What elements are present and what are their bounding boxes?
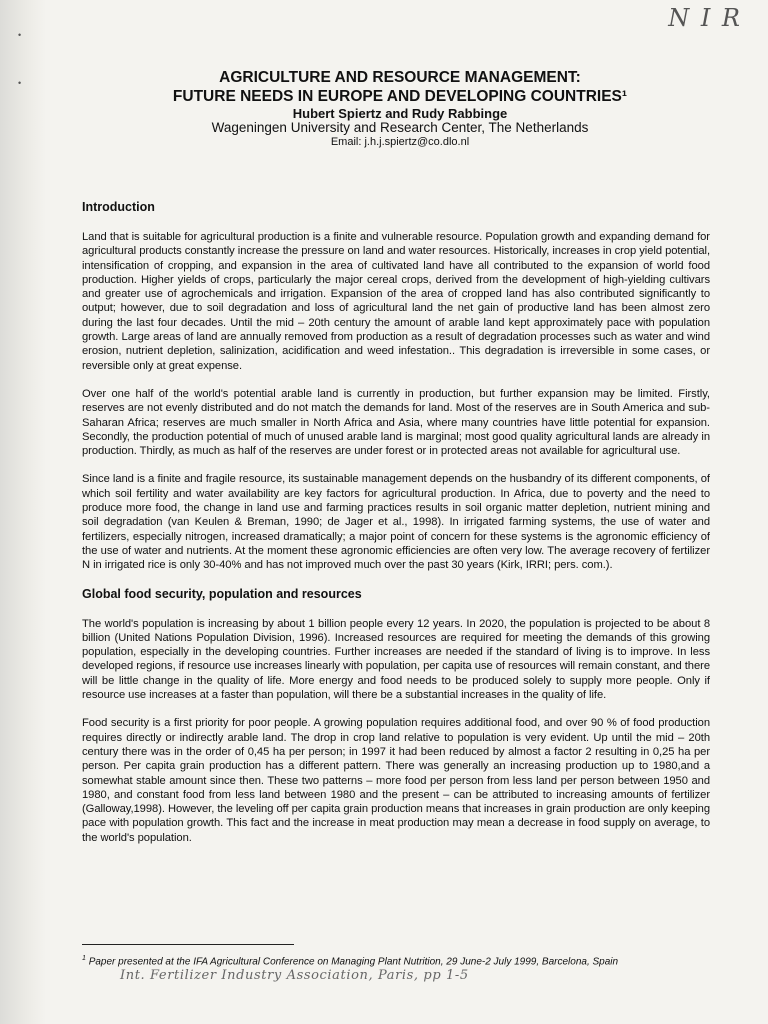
paragraph-intro-1: Land that is suitable for agricultural production is a finite and vulnerable resource. Population growth and expanding demand for agricultural products constantly increase the pressure on land and water resources. Historically, increases in crop yield potential, intensification of cropping, and expansion in the area of cultivated land have all contributed to the expansion of world food production. Higher yields of crops, particularly the major cereal crops, derived from the development of high-yielding cultivars and greater use of agrochemicals and irrigation. Expansion of the area of cropped land has also contributed significantly to output; however, due to soil degradation and loss of agricultural land the net gain of productive land has been almost zero during the last four decades. Until the mid – 20th century the amount of arable land kept approximately pace with population growth. Large areas of land are annually removed from production as a result of degradation processes such as water and wind erosion, nutrient depletion, salinization, acidification and weed infestation.. This degradation is irreversible in some cases, or reversible only at great expense.	[82, 231, 710, 372]
paragraph-food-security-2: Food security is a first priority for poor people. A growing population requires additional food, and over 90 % of food production requires directly or indirectly arable land. The drop in crop land relative to population is very evident. Up until the mid – 20th century there was in the order of 0,45 ha per person; in 1997 it had been reduced by almost a factor 2 resulting in 0,25 ha per person. Per capita grain production has a different pattern. There was generally an increasing production up to 1980,and a somewhat stable amount since then. These two patterns – more food per person from less land per person between 1950 and 1980, and constant food from less land between 1980 and the present – can be attributed to increasing amounts of fertilizer (Galloway,1998). However, the leveling off per capita grain production means that increases in grain production are only keeping pace with population growth. This fact and the increase in meat production may mean a decrease in food supply on average, to the world's population.	[82, 717, 710, 844]
section-heading-food-security: Global food security, population and resources	[82, 586, 362, 601]
section-heading-introduction: Introduction	[82, 200, 155, 214]
paper-email: Email: j.h.j.spiertz@co.dlo.nl	[330, 136, 470, 148]
paper-header	[60, 68, 740, 149]
paper-body	[82, 200, 710, 845]
scan-mark: •	[18, 78, 22, 88]
handwritten-annotation-bottom: Int. Fertilizer Industry Association, Paris, pp 1-5	[120, 968, 469, 983]
paragraph-food-security-1: The world's population is increasing by about 1 billion people every 12 years. In 2020, the population is projected to be about 8 billion (United Nations Population Division, 1996). Increased resources are required for meeting the demands of this growing population, especially in the developing countries. Further increases are needed if the standard of living is to improve. In less developed regions, if resource use increases linearly with population, per capita use of resources will remain constant, and there will be little change in the quality of life. More energy and food needs to be produced solely to supply more people. Only if resource use increases at a faster than population, will there be a substantial increases in the quality of life.	[82, 617, 710, 702]
handwritten-annotation-top: N I R	[668, 4, 742, 32]
footnote-divider	[82, 944, 294, 945]
scan-shadow-edge	[0, 0, 46, 1024]
paper-title-line-2: FUTURE NEEDS IN EUROPE AND DEVELOPING COUNTRIES¹	[172, 88, 628, 105]
footnote	[82, 952, 712, 968]
paper-title-line-1: AGRICULTURE AND RESOURCE MANAGEMENT:	[219, 69, 581, 86]
footnote-text: Paper presented at the IFA Agricultural Conference on Managing Plant Nutrition, 29 June-2 July 1999, Barcelona, Spain	[88, 956, 619, 968]
paragraph-intro-2: Over one half of the world's potential arable land is currently in production, but further expansion may be limited. Firstly, reserves are not evenly distributed and do not match the demands for land. Most of the reserves are in South America and sub-Saharan Africa; reserves are much smaller in North Africa and Asia, where many countries have little potential for expansion. Secondly, the production potential of much of unused arable land is marginal; most good quality agricultural lands are already in production. Thirdly, as much as half of the reserves are under forest or in protected areas not available for agricultural use.	[82, 387, 710, 458]
paper-authors: Hubert Spiertz and Rudy Rabbinge	[292, 106, 508, 121]
scan-mark: •	[18, 30, 22, 40]
paper-affiliation: Wageningen University and Research Center, The Netherlands	[211, 120, 589, 135]
footnote-marker: 1	[82, 955, 86, 962]
paragraph-intro-3: Since land is a finite and fragile resource, its sustainable management depends on the husbandry of its different components, of which soil fertility and water availability are key factors for agricultural production. In Africa, due to poverty and the need to produce more food, the change in land use and farming practices results in soil organic matter depletion, nutrient mining and soil degradation (van Keulen & Breman, 1990; de Jager et al., 1998). In irrigated farming systems, the use of water and fertilizers, especially nitrogen, increased dramatically; a major point of concern for these systems is the agronomic efficiency of the use of water and nutrients. At the moment these agronomic efficiencies are often very low. The average recovery of fertilizer N in irrigated rice is only 30-40% and has not improved much over the past 30 years (Kirk, IRRI; pers. com.).	[82, 473, 710, 572]
